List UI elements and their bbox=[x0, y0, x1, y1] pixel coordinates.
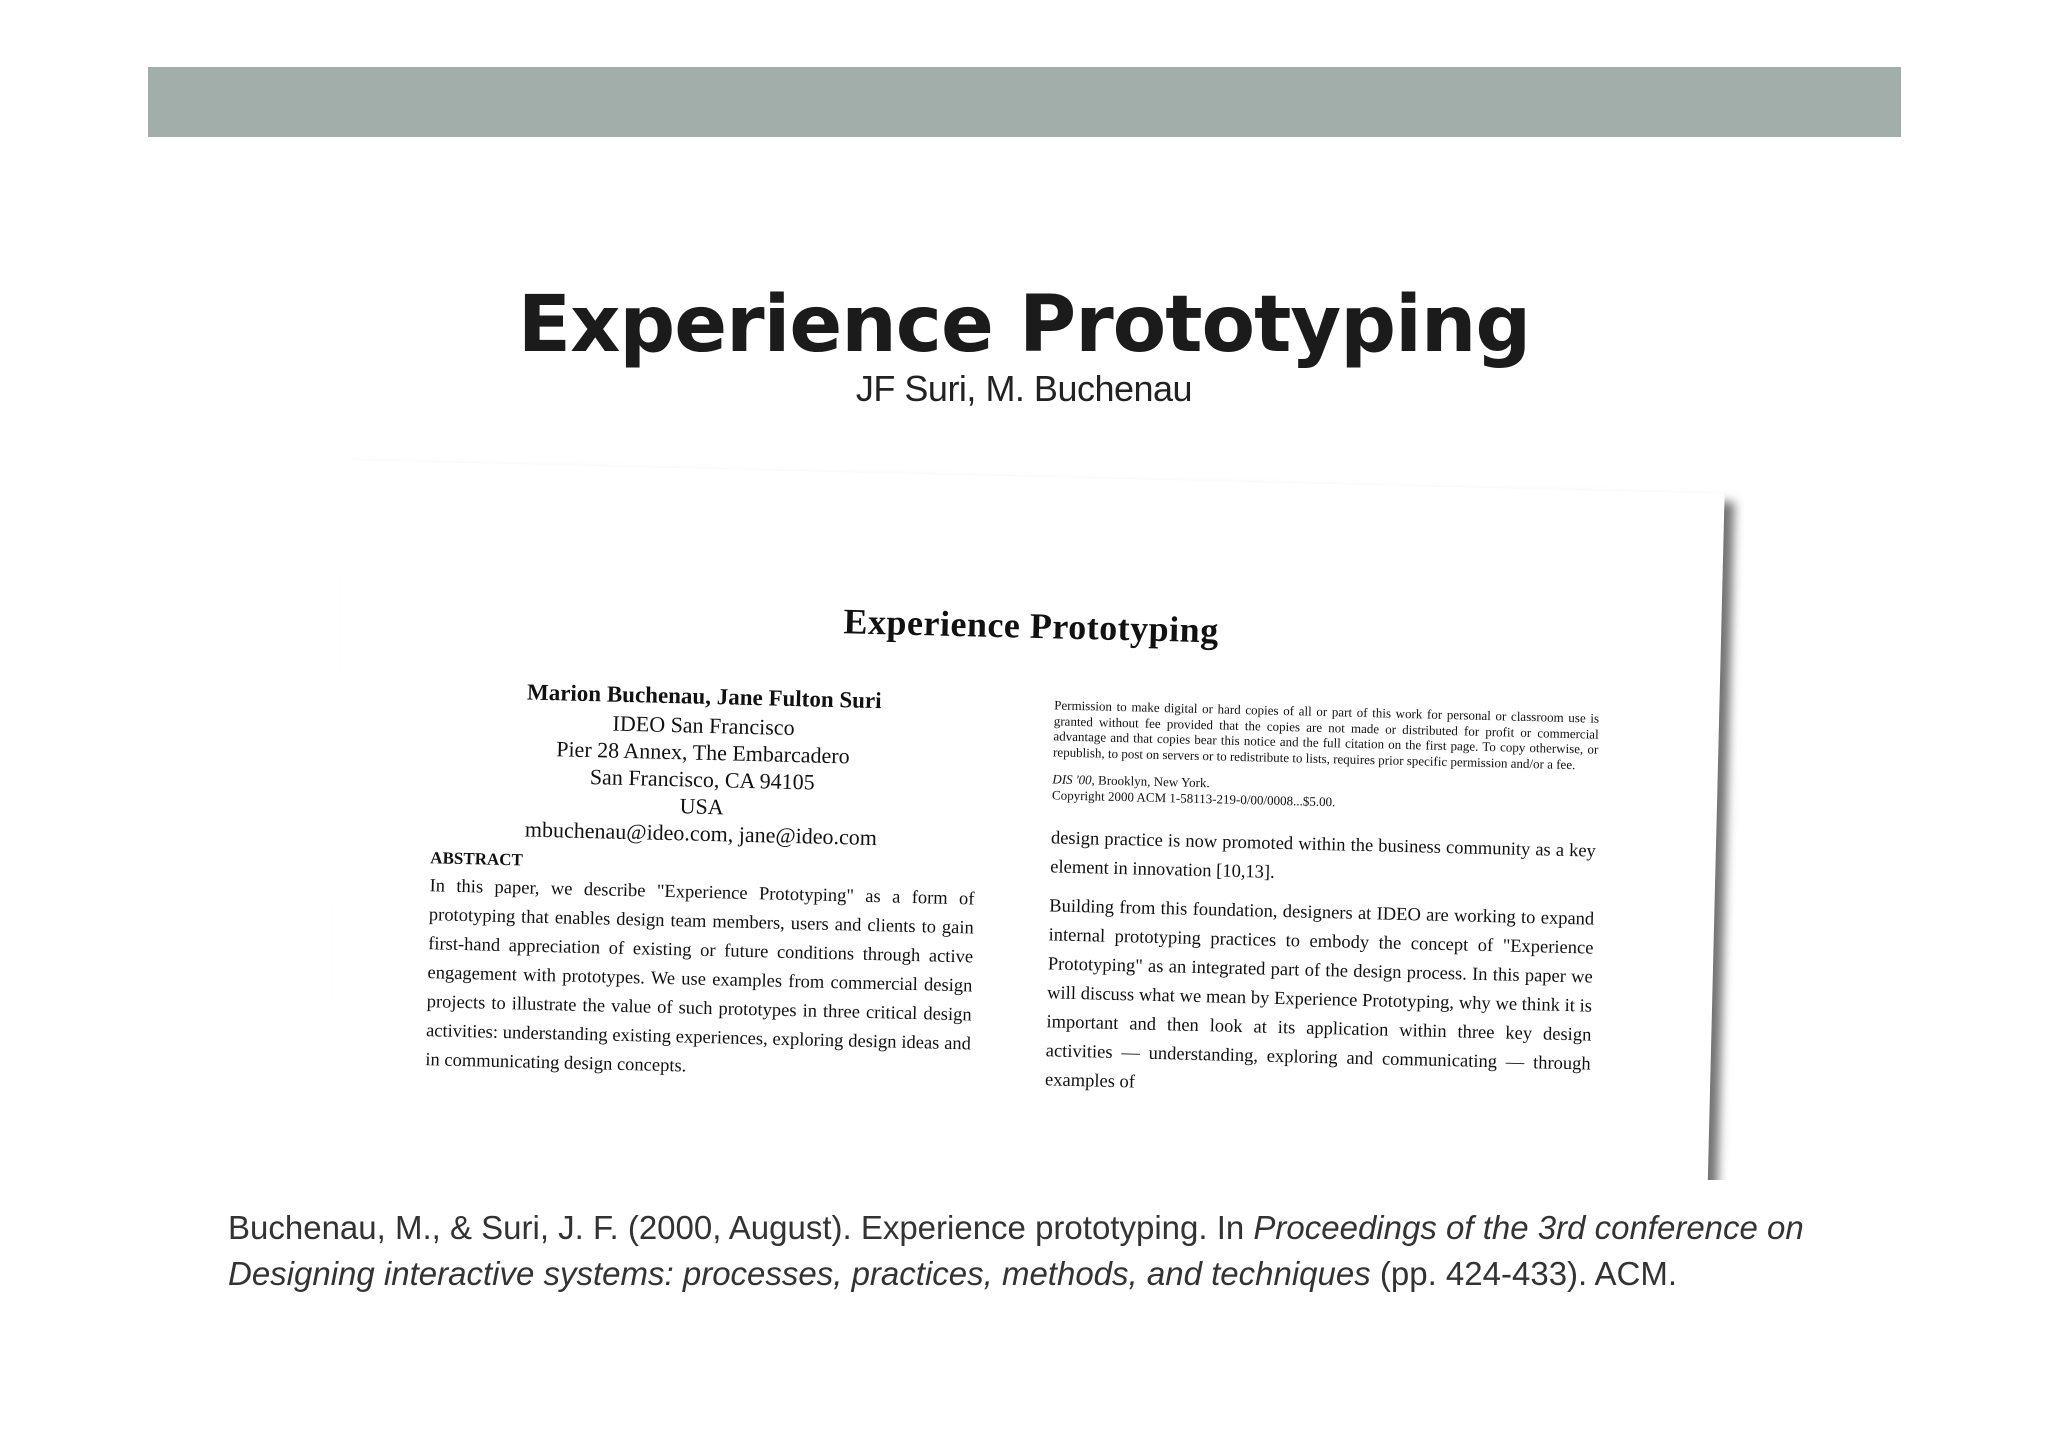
paper-author-block bbox=[451, 678, 955, 853]
paper-affiliation-line: San Francisco, CA 94105 bbox=[589, 764, 816, 795]
paper-title: Experience Prototyping bbox=[843, 601, 1220, 651]
abstract-heading: ABSTRACT bbox=[430, 848, 524, 870]
header-bar bbox=[148, 67, 1901, 137]
slide-title: Experience Prototyping bbox=[517, 280, 1531, 370]
conference-location: , Brooklyn, New York. bbox=[1091, 772, 1210, 791]
body-paragraph: Building from this foundation, designers at IDEO are working to expand internal prototyping practices to embody the concept of "Experience Prototyping" as an integrated part of the design process. In this paper we will discuss what we mean by Experience Prototyping, why we think it is important and then look at its application within three key design activities — understanding, exploring and communicating — through examples of bbox=[1044, 896, 1595, 1093]
permission-notice: Permission to make digital or hard copies of all or part of this work for personal or classroom use is granted without fee provided that the copies are not made or distributed for profit or commercial advantage and that copies bear this notice and the full citation on the first page. To copy otherwise, or republish, to post on servers or to redistribute to lists, requires prior specific permission and/or a fee. bbox=[1052, 697, 1600, 772]
paper-affiliation-line: USA bbox=[679, 793, 724, 820]
citation bbox=[228, 1205, 1818, 1297]
paper-emails: mbuchenau@ideo.com, jane@ideo.com bbox=[524, 816, 878, 851]
paper-image bbox=[327, 460, 1724, 1214]
paper-affiliation-line: Pier 28 Annex, The Embarcadero bbox=[555, 736, 850, 769]
citation-prefix: Buchenau, M., & Suri, J. F. (2000, August). Experience prototyping. In bbox=[228, 1209, 1254, 1246]
paper-left-column bbox=[425, 677, 980, 1088]
body-paragraph: design practice is now promoted within the business community as a key element in innovation [10,13]. bbox=[1050, 828, 1597, 883]
copyright-line: Copyright 2000 ACM 1-58113-219-0/00/0008...$5.00. bbox=[1051, 786, 1336, 809]
citation-venue: Proceedings of the 3rd conference on Designing interactive systems: processes, practices, methods, and techniques bbox=[228, 1209, 1804, 1292]
paper-affiliation-line: IDEO San Francisco bbox=[612, 710, 795, 741]
slide-authors: JF Suri, M. Buchenau bbox=[855, 368, 1193, 409]
abstract-text: In this paper, we describe "Experience Prototyping" as a form of prototyping that enables design team members, users and clients to gain first-hand appreciation of existing or future conditions through active engagement with prototypes. We use examples from commercial design projects to illustrate the value of such prototypes in three critical design activities: understanding existing experiences, exploring design ideas and in communicating design concepts. bbox=[425, 876, 975, 1077]
paper-author-names: Marion Buchenau, Jane Fulton Suri bbox=[526, 679, 882, 714]
citation-suffix: (pp. 424-433). ACM. bbox=[1370, 1255, 1678, 1292]
conference-name: DIS '00 bbox=[1052, 771, 1092, 788]
paper-right-column bbox=[1045, 697, 1600, 1108]
